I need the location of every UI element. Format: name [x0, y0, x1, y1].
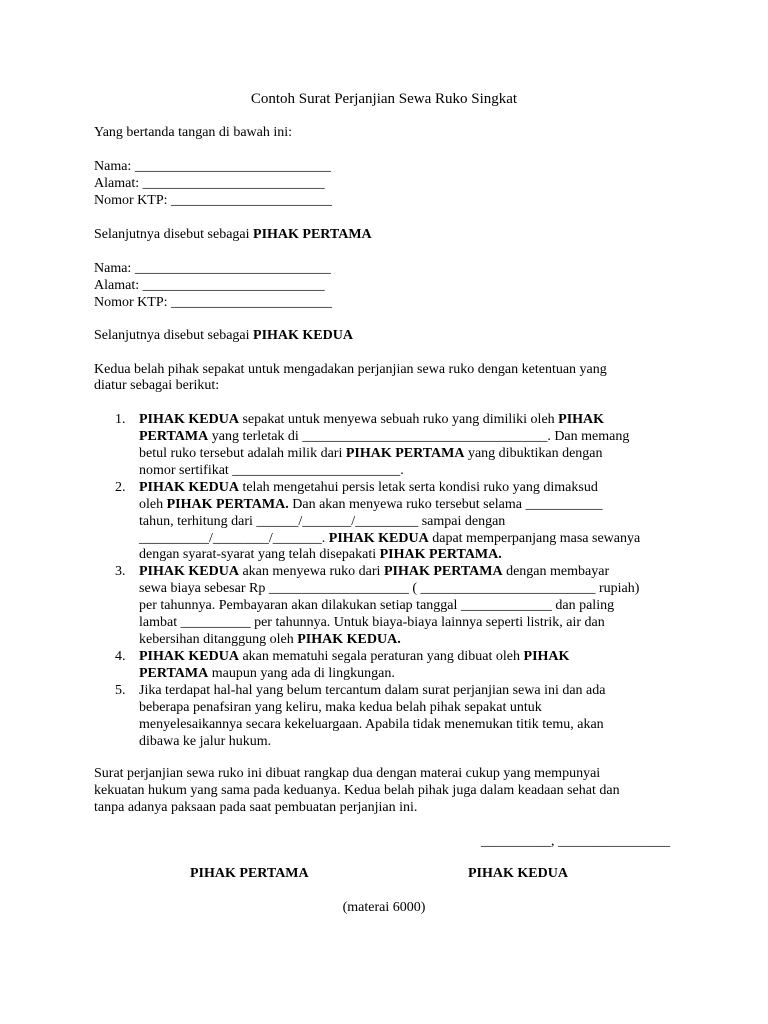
list-item-line: tahun, terhitung dari ______/_______/_________ sampai dengan	[139, 514, 506, 529]
party1-name-field: Nama: ____________________________	[94, 159, 331, 174]
signature-party1-label: PIHAK PERTAMA	[190, 866, 309, 881]
list-item-line	[139, 428, 629, 445]
item-text: dengan syarat-syarat yang telah disepakati	[139, 547, 380, 562]
list-item-line	[139, 631, 401, 648]
signature-party2-label: PIHAK KEDUA	[468, 866, 568, 881]
list-item-number: 4.	[115, 649, 126, 664]
item-text: sepakat untuk menyewa sebuah ruko yang dimiliki oleh	[238, 412, 559, 427]
place-date-line: __________, ________________	[481, 834, 670, 849]
item-text: kebersihan ditanggung oleh	[139, 632, 298, 647]
closing-text-line: Surat perjanjian sewa ruko ini dibuat rangkap dua dengan materai cukup yang mempunyai	[94, 766, 601, 781]
item-text: dengan membayar	[502, 564, 610, 579]
list-item-line: nomor sertifikat ________________________.	[139, 463, 404, 478]
list-item-line: beberapa penafsiran yang keliru, maka kedua belah pihak sepakat untuk	[139, 700, 542, 715]
bold-term: PIHAK KEDUA	[139, 564, 239, 579]
bold-term: PIHAK	[523, 649, 570, 664]
party1-designation	[94, 226, 372, 243]
list-item-line: per tahunnya. Pembayaran akan dilakukan setiap tanggal _____________ dan paling	[139, 598, 615, 613]
item-text: maupun yang ada di lingkungan.	[208, 666, 395, 681]
page-title: Contoh Surat Perjanjian Sewa Ruko Singkat	[250, 91, 518, 107]
list-item-line: lambat __________ per tahunnya. Untuk biaya-biaya lainnya seperti listrik, air dan	[139, 615, 605, 630]
item-text: oleh	[139, 497, 167, 512]
party2-designation-name: PIHAK KEDUA	[253, 328, 353, 343]
list-item-line	[139, 411, 604, 428]
bold-term: PIHAK KEDUA	[139, 412, 239, 427]
bold-term: PIHAK KEDUA.	[297, 632, 401, 647]
bold-term: PIHAK PERTAMA	[383, 564, 503, 579]
party2-address-field: Alamat: __________________________	[94, 278, 325, 293]
party1-designation-name: PIHAK PERTAMA	[253, 227, 372, 242]
list-item-line	[139, 496, 603, 513]
list-item-line	[139, 665, 395, 682]
list-item-number: 1.	[115, 412, 126, 427]
party2-name-field: Nama: ____________________________	[94, 261, 331, 276]
party1-ktp-field: Nomor KTP: _______________________	[94, 193, 332, 208]
list-item-line	[139, 445, 603, 462]
list-item-line	[139, 479, 598, 496]
list-item-number: 5.	[115, 683, 126, 698]
list-item-line	[139, 648, 569, 665]
item-text: telah mengetahui persis letak serta kondisi ruko yang dimaksud	[238, 480, 598, 495]
list-item-line: menyelesaikannya secara kekeluargaan. Apabila tidak menemukan titik temu, akan	[139, 717, 604, 732]
bold-term: PERTAMA	[139, 666, 209, 681]
party1-designation-prefix: Selanjutnya disebut sebagai	[94, 227, 254, 242]
closing-text-line: kekuatan hukum yang sama pada keduanya. Kedua belah pihak juga dalam keadaan sehat dan	[94, 783, 620, 798]
agreement-text-line: diatur sebagai berikut:	[94, 378, 220, 393]
bold-term: PERTAMA	[139, 429, 209, 444]
item-text: dapat memperpanjang masa sewanya	[428, 531, 641, 546]
item-text: __________/________/_______.	[139, 531, 329, 546]
item-text: akan mematuhi segala peraturan yang dibuat oleh	[238, 649, 524, 664]
party1-address-field: Alamat: __________________________	[94, 176, 325, 191]
intro-text: Yang bertanda tangan di bawah ini:	[94, 125, 293, 140]
bold-term: PIHAK KEDUA	[328, 531, 429, 546]
bold-term: PIHAK KEDUA	[139, 480, 239, 495]
item-text: akan menyewa ruko dari	[238, 564, 384, 579]
closing-text-line: tanpa adanya paksaan pada saat pembuatan perjanjian ini.	[94, 800, 418, 815]
list-item-line	[139, 530, 640, 547]
item-text: yang terletak di ___________________________________. Dan memang	[208, 429, 630, 444]
bold-term: PIHAK	[558, 412, 605, 427]
party2-ktp-field: Nomor KTP: _______________________	[94, 295, 332, 310]
list-item-line: sewa biaya sebesar Rp ____________________ ( _________________________ rupiah)	[139, 581, 640, 596]
list-item-line: Jika terdapat hal-hal yang belum tercantum dalam surat perjanjian sewa ini dan ada	[139, 683, 606, 698]
party2-designation	[94, 327, 353, 344]
agreement-text-line: Kedua belah pihak sepakat untuk mengadakan perjanjian sewa ruko dengan ketentuan yang	[94, 362, 607, 377]
bold-term: PIHAK PERTAMA.	[379, 547, 502, 562]
item-text: yang dibuktikan dengan	[464, 446, 603, 461]
stamp-note: (materai 6000)	[342, 900, 426, 915]
bold-term: PIHAK KEDUA	[139, 649, 239, 664]
list-item-number: 2.	[115, 480, 126, 495]
item-text: Dan akan menyewa ruko tersebut selama ___________	[288, 497, 603, 512]
list-item-line	[139, 546, 502, 563]
list-item-line: dibawa ke jalur hukum.	[139, 734, 272, 749]
list-item-line	[139, 563, 609, 580]
party2-designation-prefix: Selanjutnya disebut sebagai	[94, 328, 254, 343]
item-text: betul ruko tersebut adalah milik dari	[139, 446, 346, 461]
list-item-number: 3.	[115, 564, 126, 579]
bold-term: PIHAK PERTAMA	[345, 446, 465, 461]
bold-term: PIHAK PERTAMA.	[166, 497, 289, 512]
